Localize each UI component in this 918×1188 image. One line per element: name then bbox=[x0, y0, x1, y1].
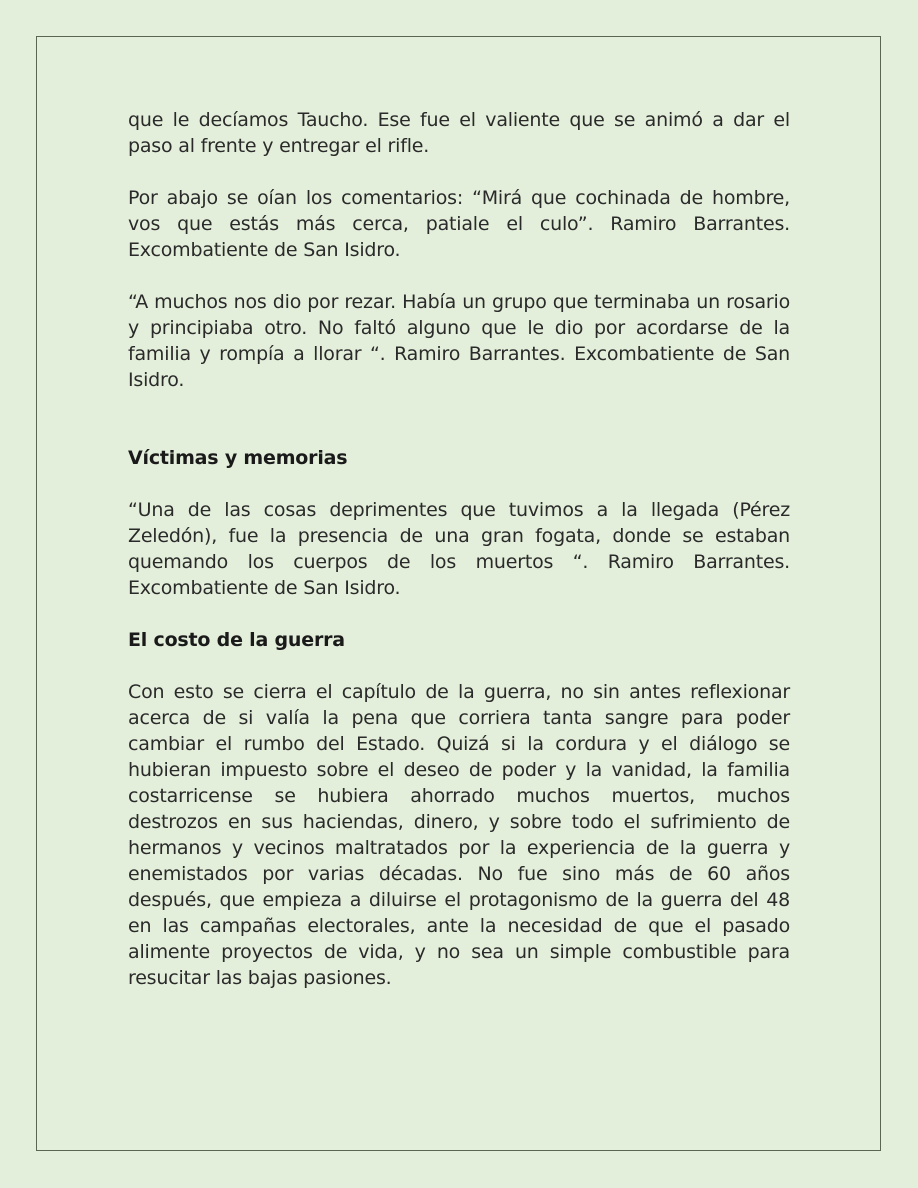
heading-costo-guerra: El costo de la guerra bbox=[128, 629, 345, 651]
heading-victimas-memorias: Víctimas y memorias bbox=[128, 447, 348, 469]
paragraph-comentarios: Por abajo se oían los comentarios: “Mirá que cochinada de hombre, vos que estás más cerca, patiale el culo”. Ramiro Barrantes. Excombatiente de San Isidro. bbox=[128, 187, 790, 261]
page-content bbox=[128, 107, 790, 1017]
paragraph-taucho: que le decíamos Taucho. Ese fue el valiente que se animó a dar el paso al frente y entregar el rifle. bbox=[128, 109, 790, 157]
paragraph-fogata: “Una de las cosas deprimentes que tuvimos a la llegada (Pérez Zeledón), fue la presencia de una gran fogata, donde se estaban quemando los cuerpos de los muertos “. Ramiro Barrantes. Excombatiente de San Isidro. bbox=[128, 499, 790, 599]
paragraph-rezar: “A muchos nos dio por rezar. Había un grupo que terminaba un rosario y principiaba otro. No faltó alguno que le dio por acordarse de la familia y rompía a llorar “. Ramiro Barrantes. Excombatiente de San Isidro. bbox=[128, 291, 790, 391]
paragraph-costo: Con esto se cierra el capítulo de la guerra, no sin antes reflexionar acerca de si valía la pena que corriera tanta sangre para poder cambiar el rumbo del Estado. Quizá si la cordura y el diálogo se hubieran impuesto sobre el deseo de poder y la vanidad, la familia costarricense se hubiera ahorrado muchos muertos, muchos destrozos en sus haciendas, dinero, y sobre todo el sufrimiento de hermanos y vecinos maltratados por la experiencia de la guerra y enemistados por varias décadas. No fue sino más de 60 años después, que empieza a diluirse el protagonismo de la guerra del 48 en las campañas electorales, ante la necesidad de que el pasado alimente proyectos de vida, y no sea un simple combustible para resucitar las bajas pasiones. bbox=[128, 681, 790, 989]
